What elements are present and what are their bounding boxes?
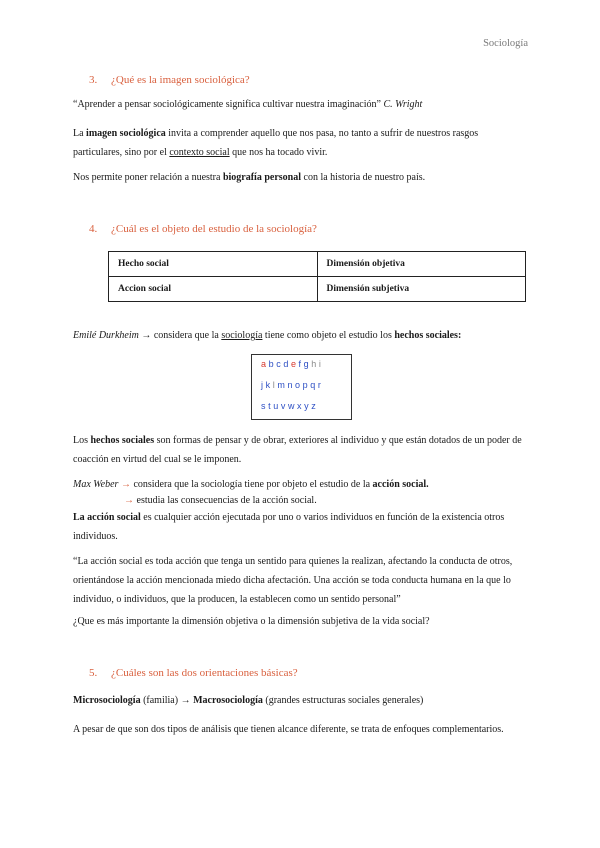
underlined-term: sociología (221, 330, 263, 341)
section-number: 3. (89, 74, 98, 86)
alphabet-letter: n (287, 380, 296, 390)
alphabet-letter: z (311, 401, 319, 411)
weber-quote: “La acción social es toda acción que tenga un sentido para quienes la realizan, afectando la conducta de otros, orientándose la acción mencionada miedo dicha afectación. Una acción se toda conducta humana en la que lo individuo, o individuos, que la producen, la establecen como un sentido personal” (73, 556, 513, 605)
text-span: estudia las consecuencias de la acción social. (134, 495, 317, 506)
bold-term: imagen sociológica (86, 128, 166, 139)
text-span: son formas de pensar y de obrar, exteriores al individuo y que están dotados de un poder de coacción en virtud del cual se le imponen. (73, 435, 522, 465)
table-cell: Hecho social (109, 252, 318, 277)
section-title: ¿Qué es la imagen sociológica? (111, 74, 250, 86)
alphabet-letter: j (261, 380, 266, 390)
alphabet-image (251, 354, 352, 420)
alphabet-letter: y (304, 401, 312, 411)
alphabet-row (261, 380, 323, 390)
section-number: 4. (89, 223, 98, 235)
alphabet-letter: i (318, 359, 324, 369)
alphabet-letter: v (280, 401, 288, 411)
quote-author: C. Wright (383, 99, 423, 110)
text-span: La (73, 128, 87, 139)
bold-term: Microsociología (73, 695, 141, 706)
arrow-icon: → (180, 695, 191, 706)
alphabet-letter: l (272, 380, 278, 390)
accion-paragraph (73, 508, 529, 546)
alphabet-letter: c (276, 359, 284, 369)
underlined-term: contexto social (169, 147, 230, 158)
alphabet-letter: s (261, 401, 269, 411)
arrow-icon: → (141, 330, 152, 341)
table-cell: Accion social (109, 277, 318, 302)
quote-paragraph (73, 95, 529, 114)
section-4-heading (89, 223, 317, 235)
text-span: tiene como objeto el estudio los (262, 330, 395, 341)
alphabet-letter: u (273, 401, 281, 411)
section-title: ¿Cuáles son las dos orientaciones básicas? (111, 667, 298, 679)
alphabet-letter: o (295, 380, 303, 390)
text-span: (grandes estructuras sociales generales) (262, 695, 424, 706)
hechos-paragraph (73, 431, 529, 469)
text-span: Los (73, 435, 91, 446)
alphabet-letter: d (283, 359, 291, 369)
table-row (109, 252, 526, 277)
text-span: considera que la sociología tiene por objeto el estudio de la (130, 479, 373, 490)
dimension-table (108, 251, 526, 302)
section-title: ¿Cuál es el objeto del estudio de la sociología? (111, 223, 317, 235)
bold-term: acción social. (372, 479, 429, 490)
text-span: (familia) (140, 695, 181, 706)
alphabet-letter: b (268, 359, 277, 369)
alphabet-letter: a (261, 359, 269, 369)
alphabet-letter: e (290, 359, 299, 369)
bold-term: Macrosociología (190, 695, 263, 706)
alphabet-letter: k (265, 380, 273, 390)
table-cell: Dimensión objetiva (317, 252, 526, 277)
page-header: Sociología (483, 38, 528, 49)
bold-term: biografía personal (222, 172, 302, 183)
arrow-icon: → (120, 479, 131, 490)
alphabet-letter: w (287, 401, 298, 411)
alphabet-letter: t (268, 401, 274, 411)
imagen-paragraph (73, 124, 529, 162)
table-cell: Dimensión subjetiva (317, 277, 526, 302)
alphabet-letter: m (277, 380, 288, 390)
bold-term: hechos sociales (90, 435, 155, 446)
arrow-icon: → (124, 495, 134, 506)
section-3-heading (89, 74, 250, 86)
table-row (109, 277, 526, 302)
quote-text: “Aprender a pensar sociológicamente significa cultivar nuestra imaginación” (73, 99, 381, 110)
biografia-paragraph (73, 168, 529, 187)
alphabet-letter: f (298, 359, 304, 369)
bold-term: La acción social (73, 512, 141, 523)
alphabet-letter: p (302, 380, 311, 390)
alphabet-letter: q (310, 380, 318, 390)
text-span: es cualquier acción ejecutada por uno o varios individuos en función de la existencia otros individuos. (73, 512, 505, 542)
alphabet-letter: x (297, 401, 305, 411)
section-5-heading (89, 667, 298, 679)
section-number: 5. (89, 667, 98, 679)
author-name: Emilé Durkheim (73, 330, 139, 341)
text-span: con la historia de nuestro país. (301, 172, 426, 183)
alphabet-letter: g (303, 359, 312, 369)
alphabet-row (261, 401, 318, 411)
text-span: Nos permite poner relación a nuestra (73, 172, 223, 183)
durkheim-paragraph (73, 326, 529, 345)
text-span: que nos ha tocado vivir. (229, 147, 328, 158)
question-paragraph: ¿Que es más importante la dimensión objetiva o la dimensión subjetiva de la vida social? (73, 616, 430, 627)
alphabet-letter: r (317, 380, 324, 390)
author-name: Max Weber (73, 479, 119, 490)
orientaciones-paragraph (73, 691, 529, 710)
text-span: invita a comprender aquello que nos pasa, no tanto a sufrir de nuestros rasgos particulares, sino por el (73, 128, 479, 158)
bold-term: hechos sociales: (394, 330, 462, 341)
text-span: considera que la (151, 330, 222, 341)
alphabet-row (261, 359, 323, 369)
complementarios-paragraph: A pesar de que son dos tipos de análisis que tienen alcance diferente, se trata de enfoques complementarios. (73, 724, 504, 735)
alphabet-letter: h (311, 359, 319, 369)
